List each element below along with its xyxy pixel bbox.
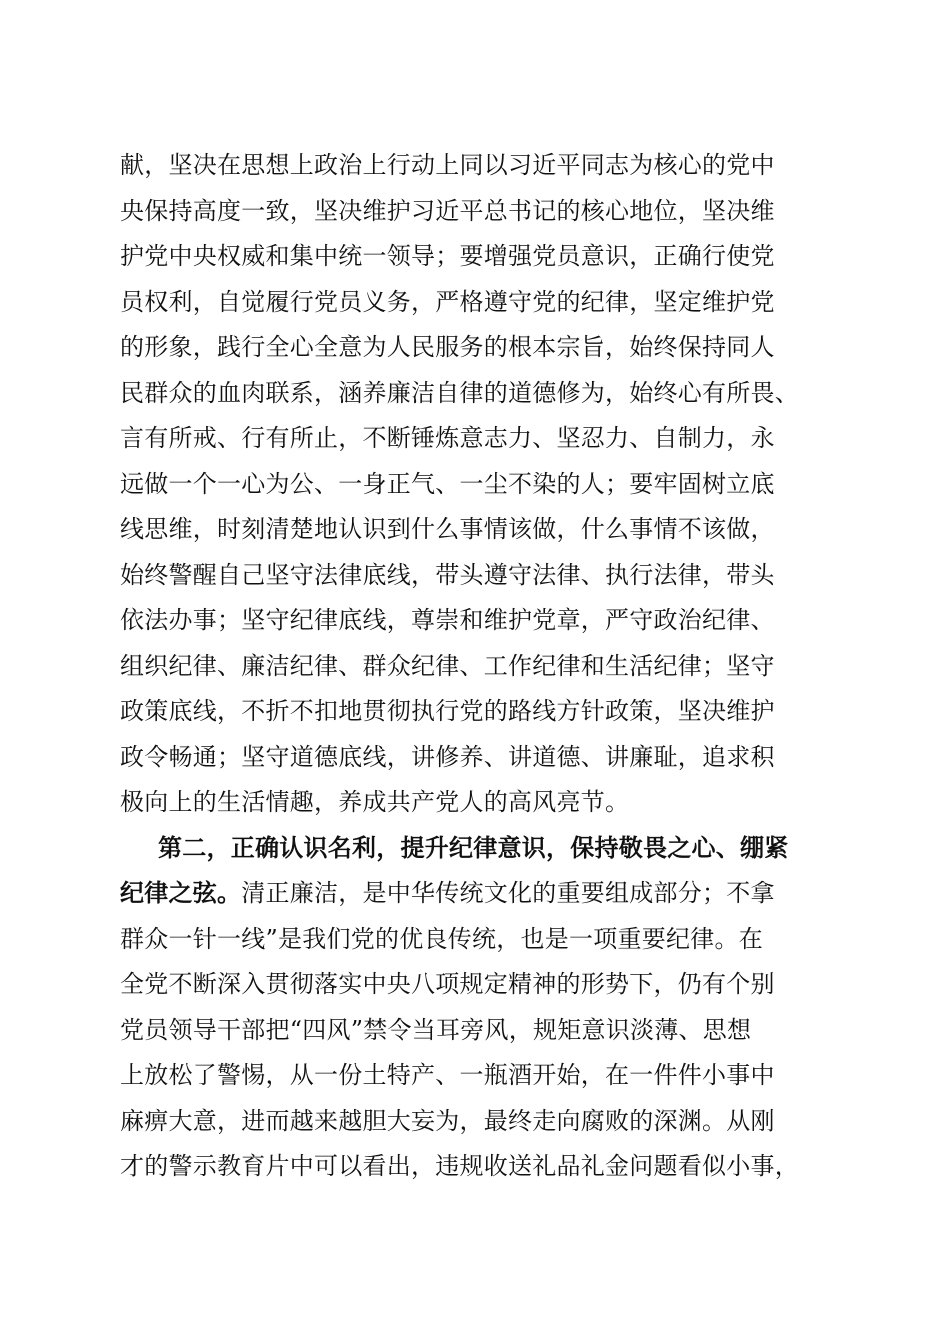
text-line: 极向上的生活情趣，养成共产党人的高风亮节。 xyxy=(120,788,630,816)
text-line: 献，坚决在思想上政治上行动上同以习近平同志为核心的党中 xyxy=(120,151,775,179)
text-line: 麻痹大意，进而越来越胆大妄为，最终走向腐败的深渊。从刚 xyxy=(120,1107,775,1135)
text-line: 民群众的血肉联系，涵养廉洁自律的道德修为，始终心有所畏、 xyxy=(120,379,799,407)
text-line: 员权利，自觉履行党员义务，严格遵守党的纪律，坚定维护党 xyxy=(120,288,775,316)
text-line: 全党不断深入贯彻落实中央八项规定精神的形势下，仍有个别 xyxy=(120,970,775,998)
text-line: 政策底线，不折不扣地贯彻执行党的路线方针政策，坚决维护 xyxy=(120,697,775,725)
text-line: 依法办事；坚守纪律底线，尊崇和维护党章，严守政治纪律、 xyxy=(120,606,775,634)
text-line: 远做一个一心为公、一身正气、一尘不染的人；要牢固树立底 xyxy=(120,470,775,498)
text-line: 始终警醒自己坚守法律底线，带头遵守法律、执行法律，带头 xyxy=(120,561,775,589)
paragraph-heading-end: 纪律之弦。 xyxy=(120,879,242,907)
text-line: 群众一针一线”是我们党的优良传统，也是一项重要纪律。在 xyxy=(120,925,764,953)
text-line xyxy=(120,869,850,917)
text-line: 组织纪律、廉洁纪律、群众纪律、工作纪律和生活纪律；坚守 xyxy=(120,652,775,680)
text-line: 党员领导干部把“四风”禁令当耳旁风，规矩意识淡薄、思想 xyxy=(120,1016,752,1044)
text-line: 政令畅通；坚守道德底线，讲修养、讲道德、讲廉耻，追求积 xyxy=(120,743,775,771)
paragraph-heading: 第二，正确认识名利，提升纪律意识，保持敬畏之心、绷紧 xyxy=(158,834,789,862)
text-line: 的形象，践行全心全意为人民服务的根本宗旨，始终保持同人 xyxy=(120,333,775,361)
text-segment: 清正廉洁，是中华传统文化的重要组成部分；不拿 xyxy=(241,879,775,907)
text-line: 护党中央权威和集中统一领导；要增强党员意识，正确行使党 xyxy=(120,242,775,270)
text-line: 才的警示教育片中可以看出，违规收送礼品礼金问题看似小事， xyxy=(120,1152,799,1180)
text-line: 央保持高度一致，坚决维护习近平总书记的核心地位，坚决维 xyxy=(120,197,775,225)
text-line: 言有所戒、行有所止，不断锤炼意志力、坚忍力、自制力，永 xyxy=(120,424,775,452)
text-line: 线思维，时刻清楚地认识到什么事情该做，什么事情不该做， xyxy=(120,515,775,543)
text-line: 上放松了警惕，从一份土特产、一瓶酒开始，在一件件小事中 xyxy=(120,1061,775,1089)
